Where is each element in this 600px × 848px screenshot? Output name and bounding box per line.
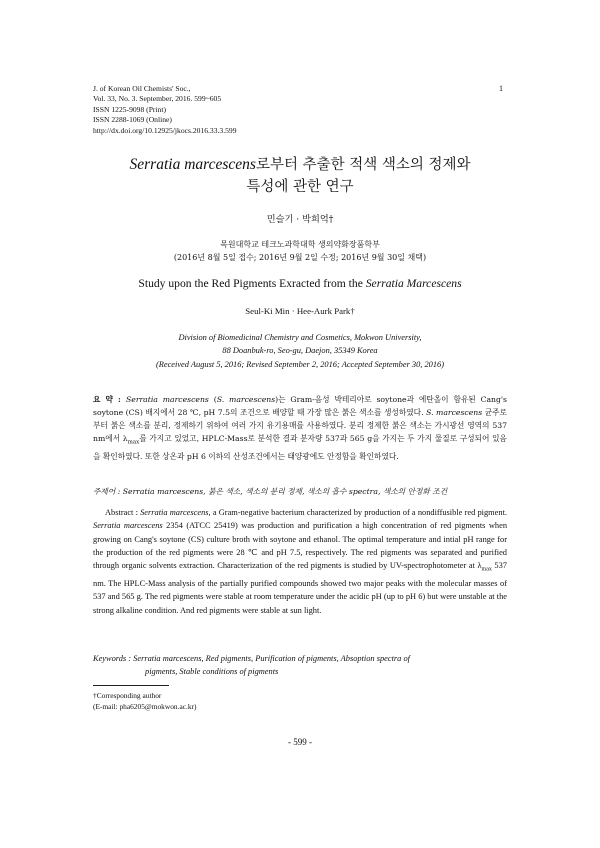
korean-title (60, 154, 540, 198)
english-authors: Seul-Ki Min · Hee-Aurk Park† (245, 306, 355, 316)
english-title-plain: Study upon the Red Pigments Exracted from the (138, 277, 366, 290)
journal-volume: Vol. 33, No. 3. September, 2016. 599~605 (93, 94, 222, 104)
author-email[interactable]: (E-mail: pha6205@mokwon.ac.kr) (93, 702, 197, 711)
issn-online: ISSN 2288-1069 (Online) (93, 115, 172, 125)
abstract-text: 537 nm. The HPLC-Mass analysis of the partially purified compounds showed two major peaks with the molecular masses of 537 and 565 g. The red pigments were stable at room temperature under the acidic pH (up to pH 6) but were unstable at the strong alkaline condition. And red pigments were stable at sun light. (93, 561, 507, 615)
corresponding-author: †Corresponding author (93, 691, 162, 700)
abstract-text: 2354 (ATCC 25419) was production and purification a high concentration of red pigments when growing on Cang's soytone (CS) culture broth with soytone and ethanol. The optimal temperature and intial pH range for the production of the red pigments were 28 ℃ and pH 7.5, respectively. The red pigments was separated and purified through organic solvents extraction. Characterization of the red pigments is studied by UV-spectrophotometer at λ (93, 521, 508, 571)
doi-link[interactable]: http://dx.doi.org/10.12925/jkocs.2016.33.3.599 (93, 125, 237, 135)
korean-title-line2: 특성에 관한 연구 (246, 179, 354, 195)
english-affiliation-line1: Division of Biomedicinal Chemistry and Cosmetics, Mokwon University, (178, 333, 422, 342)
abstract-species: Serratia marcescens (140, 508, 209, 517)
english-dates: (Received August 5, 2016; Revised September 2, 2016; Accepted September 30, 2016) (155, 359, 445, 369)
abstract-species: Serratia marcescens (126, 395, 209, 404)
abstract-text: 를 가지고 있었고, HPLC-Mass로 분석한 결과 분자량 537과 565 g을 가지는 두 가지 물질로 구성되어 있음을 확인하였다. 또한 상온과 pH 6 이하의 산성조건에서는 태양광에도 안정함을 확인하였다. (93, 434, 507, 461)
journal-header (93, 84, 237, 136)
korean-title-species: Serratia marcescens (129, 156, 256, 173)
abstract-species: S. marcescens (216, 395, 276, 404)
footnote (93, 690, 196, 712)
korean-abstract (93, 393, 507, 463)
abstract-text: , a Gram-negative bacterium characterized by production of a nondiffusible red pigment. (208, 508, 507, 517)
footnote-divider (93, 685, 169, 686)
issn-print: ISSN 1225-9098 (Print) (93, 104, 166, 114)
page-number: 1 (499, 84, 503, 93)
journal-name: J. of Korean Oil Chemists' Soc., (93, 84, 191, 93)
korean-title-rest: 로부터 추출한 적색 색소의 정제와 (255, 157, 471, 173)
korean-affiliation (0, 238, 600, 264)
english-affiliation (0, 331, 600, 371)
english-keywords-line2: pigments, Stable conditions of pigments (145, 667, 279, 676)
korean-keywords: 주제어 : Serratia marcescens, 붉은 색소, 색소의 분리 정제, 색소의 흡수 spectra, 색소의 안정화 조건 (93, 487, 448, 496)
korean-dates: (2016년 8월 5일 접수; 2016년 9월 2일 수정; 2016년 9월 30일 채택) (173, 253, 427, 262)
abstract-species: S. marcescens (426, 408, 483, 418)
english-abstract (93, 506, 507, 617)
english-keywords (93, 652, 507, 678)
abstract-species: Serratia marcescens (93, 521, 163, 531)
english-abstract-lead: Abstract : (105, 508, 141, 517)
abstract-text: )는 Gram-음성 박테리아로 soytone과 에탄올이 함유된 Cang's soytone (CS) 배지에서 28 ℃, pH 7.5의 조건으로 배양할 때 가장 많은 붉은 색소를 생성하였다. (93, 395, 507, 418)
lambda-max-sub: max (481, 566, 492, 573)
footer-page-number: - 599 - (288, 737, 312, 747)
english-title (0, 277, 600, 290)
korean-abstract-lead: 요 약 : (93, 395, 126, 404)
korean-authors: 민슬기 · 박희억† (266, 214, 334, 225)
english-affiliation-line2: 88 Doanbuk-ro, Seo-gu, Daejon, 35349 Korea (222, 346, 378, 356)
lambda-max-sub: max (127, 439, 140, 446)
english-keywords-line1: Keywords : Serratia marcescens, Red pigments, Purification of pigments, Absoption spectra of (93, 654, 410, 663)
korean-affiliation-name: 목원대학교 테크노과학대학 생의약화장품학부 (220, 240, 380, 249)
abstract-text: 균주로부터 붉은 색소를 분리, 정제하기 위하여 여러 가지 유기용매를 사용하였다. 분리 정제한 붉은 색소는 가시광선 영역의 537 nm에서 λ (93, 408, 507, 444)
abstract-text: ( (208, 395, 217, 404)
english-title-species: Serratia Marcescens (365, 277, 462, 290)
